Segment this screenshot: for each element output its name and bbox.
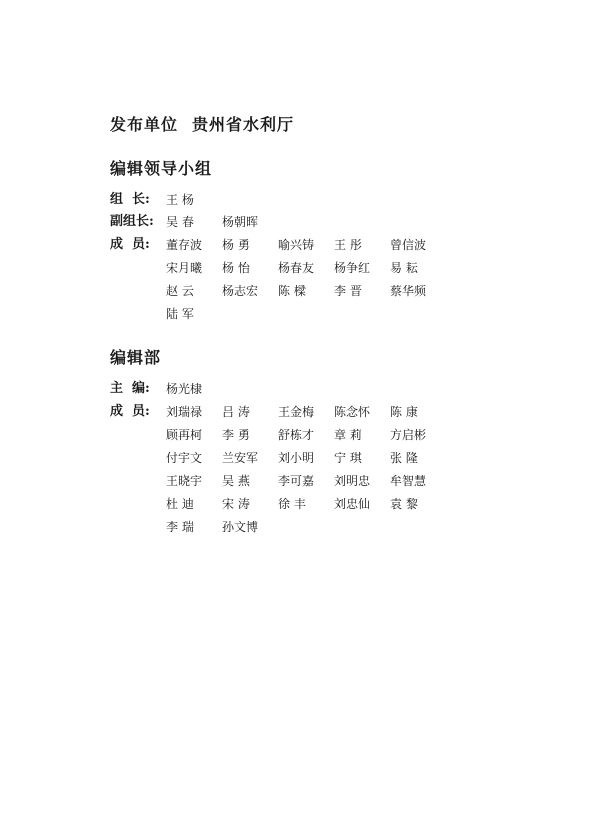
person-name: 董存波 [166, 238, 203, 252]
person-name: 舒栋才 [278, 428, 315, 442]
publisher-label: 发布单位 [110, 115, 179, 134]
person-name: 宁 琪 [334, 451, 362, 465]
leadership-group-title: 编辑领导小组 [110, 159, 213, 178]
person-name: 杨春友 [278, 261, 315, 275]
person-name: 王金梅 [278, 405, 315, 419]
person-name: 杨光棣 [166, 382, 203, 396]
person-name: 张 隆 [390, 451, 418, 465]
person-name: 杨朝晖 [222, 215, 259, 229]
person-name: 王晓宇 [166, 474, 203, 488]
member-names-row [166, 304, 222, 324]
person-name: 杨 勇 [222, 238, 250, 252]
person-name: 李可嘉 [278, 474, 315, 488]
leader-names [166, 190, 222, 211]
person-name: 曾信波 [390, 238, 427, 252]
person-name: 易 耘 [390, 261, 418, 275]
person-name: 顾再柯 [166, 428, 203, 442]
person-name: 杨志宏 [222, 284, 259, 298]
person-name: 王 杨 [166, 193, 194, 207]
person-name: 蔡华频 [390, 284, 427, 298]
person-name: 杨 怡 [222, 261, 250, 275]
person-name: 宋月曦 [166, 261, 203, 275]
person-name: 章 莉 [334, 428, 362, 442]
person-name: 李 晋 [334, 284, 362, 298]
member-names-row [166, 425, 446, 445]
deputy-label: 副组长: [110, 214, 154, 229]
publisher-line [110, 112, 294, 135]
member-names-row [166, 494, 446, 514]
person-name: 陈念怀 [334, 405, 371, 419]
person-name: 徐 丰 [278, 497, 306, 511]
person-name: 孙文博 [222, 520, 259, 534]
person-name: 杨争红 [334, 261, 371, 275]
person-name: 刘小明 [278, 451, 315, 465]
person-name: 陈 康 [390, 405, 418, 419]
person-name: 喻兴铸 [278, 238, 315, 252]
member-names-row [166, 517, 278, 537]
person-name: 王 彤 [334, 238, 362, 252]
person-name: 李 瑞 [166, 520, 194, 534]
person-name: 付宇文 [166, 451, 203, 465]
person-name: 吴 燕 [222, 474, 250, 488]
person-name: 宋 涛 [222, 497, 250, 511]
member-names-row [166, 281, 446, 301]
person-name: 袁 黎 [390, 497, 418, 511]
person-name: 刘明忠 [334, 474, 371, 488]
person-name: 牟智慧 [390, 474, 427, 488]
chief-editor-label: 主 编: [110, 381, 150, 396]
chief-editor-names [166, 379, 222, 400]
person-name: 刘忠仙 [334, 497, 371, 511]
member-names-row [166, 448, 446, 468]
person-name: 吕 涛 [222, 405, 250, 419]
leader-label: 组 长: [110, 192, 150, 207]
editorial-dept-title: 编辑部 [110, 348, 162, 367]
member-names-row [166, 258, 446, 278]
person-name: 陆 军 [166, 307, 194, 321]
member-names-row [166, 235, 446, 256]
members-label: 成 员: [110, 237, 150, 252]
person-name: 吴 春 [166, 215, 194, 229]
person-name: 杜 迪 [166, 497, 194, 511]
person-name: 陈 樑 [278, 284, 306, 298]
deputy-names [166, 212, 278, 233]
person-name: 刘瑞禄 [166, 405, 203, 419]
person-name: 方启彬 [390, 428, 427, 442]
member-names-row [166, 402, 446, 423]
members-label: 成 员: [110, 404, 150, 419]
publisher-value: 贵州省水利厅 [192, 115, 295, 134]
person-name: 李 勇 [222, 428, 250, 442]
person-name: 兰安军 [222, 451, 259, 465]
person-name: 赵 云 [166, 284, 194, 298]
member-names-row [166, 471, 446, 491]
